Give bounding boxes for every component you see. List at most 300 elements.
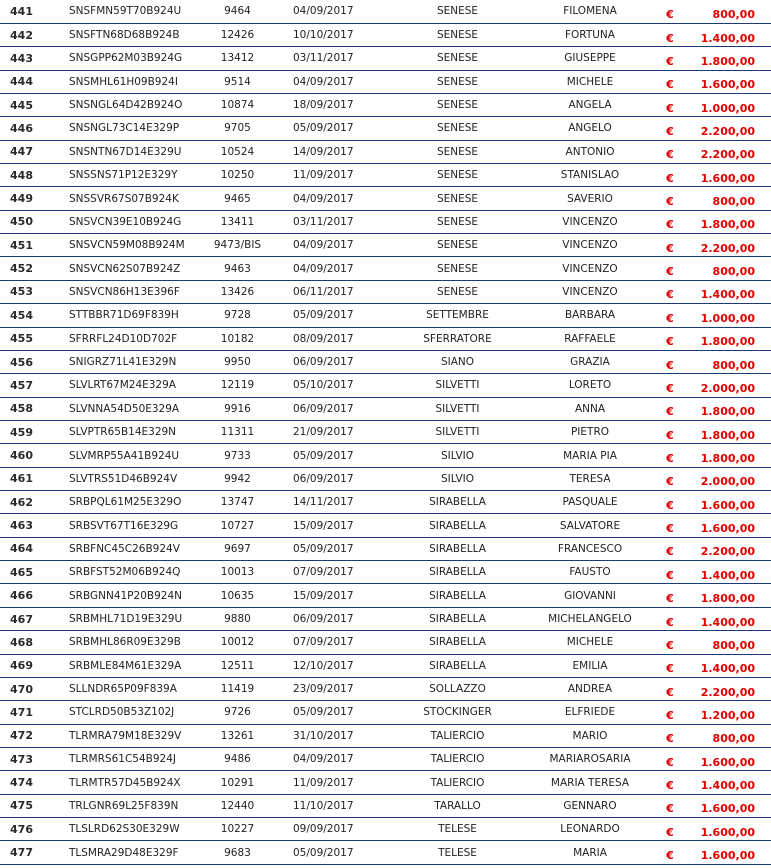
fiscal-code-cell: STCLRD50B53Z102J <box>65 701 200 724</box>
fiscal-code-cell: SFRRFL24D10D702F <box>65 327 200 350</box>
fiscal-code-cell: SRBFNC45C26B924V <box>65 537 200 560</box>
first-name-cell: FRANCESCO <box>530 537 650 560</box>
amount-cell: 1.600,00 <box>690 491 771 514</box>
row-number-cell: 455 <box>0 327 65 350</box>
protocol-number-cell: 13412 <box>200 47 275 70</box>
date-cell: 04/09/2017 <box>275 70 385 93</box>
amount-cell: 1.600,00 <box>690 748 771 771</box>
first-name-cell: MICHELE <box>530 70 650 93</box>
table-row <box>0 841 771 864</box>
row-number-cell: 461 <box>0 467 65 490</box>
table-row <box>0 187 771 210</box>
currency-cell: € <box>650 841 690 864</box>
protocol-number-cell: 10291 <box>200 771 275 794</box>
first-name-cell: MARIA PIA <box>530 444 650 467</box>
currency-cell: € <box>650 327 690 350</box>
currency-cell: € <box>650 748 690 771</box>
amount-cell: 2.000,00 <box>690 467 771 490</box>
protocol-number-cell: 13261 <box>200 724 275 747</box>
fiscal-code-cell: TLRMTR57D45B924X <box>65 771 200 794</box>
table-row <box>0 23 771 46</box>
date-cell: 05/09/2017 <box>275 444 385 467</box>
fiscal-code-cell: SNSVCN39E10B924G <box>65 210 200 233</box>
protocol-number-cell: 13426 <box>200 280 275 303</box>
first-name-cell: FAUSTO <box>530 561 650 584</box>
row-number-cell: 459 <box>0 420 65 443</box>
amount-cell: 1.600,00 <box>690 841 771 864</box>
first-name-cell: VINCENZO <box>530 280 650 303</box>
table-row <box>0 444 771 467</box>
table-row <box>0 70 771 93</box>
fiscal-code-cell: SNSVCN86H13E396F <box>65 280 200 303</box>
row-number-cell: 454 <box>0 304 65 327</box>
last-name-cell: SILVETTI <box>385 397 530 420</box>
table-row <box>0 467 771 490</box>
protocol-number-cell: 9728 <box>200 304 275 327</box>
date-cell: 23/09/2017 <box>275 677 385 700</box>
date-cell: 06/09/2017 <box>275 397 385 420</box>
amount-cell: 800,00 <box>690 631 771 654</box>
row-number-cell: 472 <box>0 724 65 747</box>
protocol-number-cell: 9916 <box>200 397 275 420</box>
amount-cell: 800,00 <box>690 724 771 747</box>
fiscal-code-cell: SNSFMN59T70B924U <box>65 0 200 23</box>
amount-cell: 1.600,00 <box>690 794 771 817</box>
fiscal-code-cell: SNSFTN68D68B924B <box>65 23 200 46</box>
last-name-cell: SENESE <box>385 164 530 187</box>
last-name-cell: SENESE <box>385 23 530 46</box>
first-name-cell: PIETRO <box>530 420 650 443</box>
date-cell: 09/09/2017 <box>275 818 385 841</box>
amount-cell: 1.400,00 <box>690 561 771 584</box>
table-row <box>0 701 771 724</box>
fiscal-code-cell: TLSLRD62S30E329W <box>65 818 200 841</box>
date-cell: 11/09/2017 <box>275 771 385 794</box>
date-cell: 07/09/2017 <box>275 561 385 584</box>
protocol-number-cell: 9473/BIS <box>200 234 275 257</box>
protocol-number-cell: 13411 <box>200 210 275 233</box>
fiscal-code-cell: SLVPTR65B14E329N <box>65 420 200 443</box>
first-name-cell: ANTONIO <box>530 140 650 163</box>
date-cell: 10/10/2017 <box>275 23 385 46</box>
protocol-number-cell: 9464 <box>200 0 275 23</box>
fiscal-code-cell: SNSGPP62M03B924G <box>65 47 200 70</box>
currency-cell: € <box>650 234 690 257</box>
amount-cell: 1.800,00 <box>690 210 771 233</box>
last-name-cell: SIRABELLA <box>385 631 530 654</box>
row-number-cell: 448 <box>0 164 65 187</box>
currency-cell: € <box>650 117 690 140</box>
last-name-cell: SFERRATORE <box>385 327 530 350</box>
last-name-cell: SENESE <box>385 140 530 163</box>
first-name-cell: MICHELANGELO <box>530 607 650 630</box>
currency-cell: € <box>650 701 690 724</box>
date-cell: 15/09/2017 <box>275 584 385 607</box>
first-name-cell: MARIAROSARIA <box>530 748 650 771</box>
table-row <box>0 771 771 794</box>
date-cell: 05/09/2017 <box>275 701 385 724</box>
table-row <box>0 631 771 654</box>
first-name-cell: VINCENZO <box>530 257 650 280</box>
first-name-cell: LEONARDO <box>530 818 650 841</box>
first-name-cell: RAFFAELE <box>530 327 650 350</box>
table-row <box>0 304 771 327</box>
row-number-cell: 460 <box>0 444 65 467</box>
protocol-number-cell: 9942 <box>200 467 275 490</box>
first-name-cell: VINCENZO <box>530 234 650 257</box>
currency-cell: € <box>650 374 690 397</box>
last-name-cell: SIANO <box>385 350 530 373</box>
last-name-cell: SETTEMBRE <box>385 304 530 327</box>
row-number-cell: 470 <box>0 677 65 700</box>
first-name-cell: VINCENZO <box>530 210 650 233</box>
last-name-cell: SENESE <box>385 0 530 23</box>
amount-cell: 1.800,00 <box>690 420 771 443</box>
date-cell: 05/09/2017 <box>275 304 385 327</box>
first-name-cell: ANGELA <box>530 93 650 116</box>
last-name-cell: SIRABELLA <box>385 491 530 514</box>
date-cell: 07/09/2017 <box>275 631 385 654</box>
currency-cell: € <box>650 654 690 677</box>
first-name-cell: GIOVANNI <box>530 584 650 607</box>
protocol-number-cell: 9465 <box>200 187 275 210</box>
last-name-cell: SIRABELLA <box>385 514 530 537</box>
fiscal-code-cell: SNSSVR67S07B924K <box>65 187 200 210</box>
currency-cell: € <box>650 771 690 794</box>
protocol-number-cell: 10012 <box>200 631 275 654</box>
table-row <box>0 584 771 607</box>
currency-cell: € <box>650 210 690 233</box>
protocol-number-cell: 9683 <box>200 841 275 864</box>
currency-cell: € <box>650 280 690 303</box>
amount-cell: 1.800,00 <box>690 444 771 467</box>
currency-cell: € <box>650 514 690 537</box>
date-cell: 12/10/2017 <box>275 654 385 677</box>
currency-cell: € <box>650 724 690 747</box>
currency-cell: € <box>650 164 690 187</box>
row-number-cell: 446 <box>0 117 65 140</box>
last-name-cell: SILVIO <box>385 444 530 467</box>
last-name-cell: STOCKINGER <box>385 701 530 724</box>
table-row <box>0 0 771 23</box>
fiscal-code-cell: SRBSVT67T16E329G <box>65 514 200 537</box>
row-number-cell: 466 <box>0 584 65 607</box>
date-cell: 14/09/2017 <box>275 140 385 163</box>
protocol-number-cell: 9463 <box>200 257 275 280</box>
last-name-cell: SENESE <box>385 210 530 233</box>
protocol-number-cell: 10227 <box>200 818 275 841</box>
date-cell: 05/09/2017 <box>275 537 385 560</box>
table-row <box>0 607 771 630</box>
date-cell: 03/11/2017 <box>275 210 385 233</box>
row-number-cell: 458 <box>0 397 65 420</box>
table-row <box>0 561 771 584</box>
currency-cell: € <box>650 491 690 514</box>
protocol-number-cell: 12511 <box>200 654 275 677</box>
last-name-cell: TALIERCIO <box>385 771 530 794</box>
last-name-cell: TARALLO <box>385 794 530 817</box>
date-cell: 05/09/2017 <box>275 841 385 864</box>
row-number-cell: 453 <box>0 280 65 303</box>
table-row <box>0 537 771 560</box>
first-name-cell: GIUSEPPE <box>530 47 650 70</box>
row-number-cell: 469 <box>0 654 65 677</box>
row-number-cell: 457 <box>0 374 65 397</box>
protocol-number-cell: 10182 <box>200 327 275 350</box>
currency-cell: € <box>650 397 690 420</box>
currency-cell: € <box>650 561 690 584</box>
date-cell: 04/09/2017 <box>275 234 385 257</box>
last-name-cell: SENESE <box>385 257 530 280</box>
last-name-cell: SENESE <box>385 47 530 70</box>
amount-cell: 2.200,00 <box>690 537 771 560</box>
first-name-cell: STANISLAO <box>530 164 650 187</box>
date-cell: 04/09/2017 <box>275 748 385 771</box>
date-cell: 11/10/2017 <box>275 794 385 817</box>
last-name-cell: SILVETTI <box>385 420 530 443</box>
fiscal-code-cell: SRBMHL86R09E329B <box>65 631 200 654</box>
protocol-number-cell: 12119 <box>200 374 275 397</box>
table-row <box>0 654 771 677</box>
date-cell: 15/09/2017 <box>275 514 385 537</box>
table-row <box>0 327 771 350</box>
currency-cell: € <box>650 420 690 443</box>
date-cell: 06/09/2017 <box>275 607 385 630</box>
row-number-cell: 444 <box>0 70 65 93</box>
last-name-cell: TALIERCIO <box>385 724 530 747</box>
protocol-number-cell: 11419 <box>200 677 275 700</box>
row-number-cell: 442 <box>0 23 65 46</box>
amount-cell: 1.800,00 <box>690 327 771 350</box>
currency-cell: € <box>650 140 690 163</box>
table-row <box>0 397 771 420</box>
table-row <box>0 514 771 537</box>
currency-cell: € <box>650 444 690 467</box>
first-name-cell: ANGELO <box>530 117 650 140</box>
first-name-cell: MICHELE <box>530 631 650 654</box>
first-name-cell: SAVERIO <box>530 187 650 210</box>
last-name-cell: SIRABELLA <box>385 584 530 607</box>
fiscal-code-cell: SNSMHL61H09B924I <box>65 70 200 93</box>
protocol-number-cell: 10013 <box>200 561 275 584</box>
row-number-cell: 449 <box>0 187 65 210</box>
date-cell: 04/09/2017 <box>275 187 385 210</box>
currency-cell: € <box>650 47 690 70</box>
protocol-number-cell: 9486 <box>200 748 275 771</box>
currency-cell: € <box>650 93 690 116</box>
first-name-cell: LORETO <box>530 374 650 397</box>
row-number-cell: 445 <box>0 93 65 116</box>
row-number-cell: 464 <box>0 537 65 560</box>
amount-cell: 1.600,00 <box>690 818 771 841</box>
first-name-cell: ELFRIEDE <box>530 701 650 724</box>
fiscal-code-cell: SNSNTN67D14E329U <box>65 140 200 163</box>
protocol-number-cell: 10635 <box>200 584 275 607</box>
date-cell: 06/11/2017 <box>275 280 385 303</box>
date-cell: 04/09/2017 <box>275 257 385 280</box>
last-name-cell: TELESE <box>385 818 530 841</box>
protocol-number-cell: 10524 <box>200 140 275 163</box>
currency-cell: € <box>650 350 690 373</box>
row-number-cell: 450 <box>0 210 65 233</box>
protocol-number-cell: 9514 <box>200 70 275 93</box>
fiscal-code-cell: TRLGNR69L25F839N <box>65 794 200 817</box>
table-row <box>0 234 771 257</box>
table-row <box>0 794 771 817</box>
table-row <box>0 164 771 187</box>
row-number-cell: 443 <box>0 47 65 70</box>
amount-cell: 1.000,00 <box>690 304 771 327</box>
first-name-cell: BARBARA <box>530 304 650 327</box>
fiscal-code-cell: SNIGRZ71L41E329N <box>65 350 200 373</box>
date-cell: 18/09/2017 <box>275 93 385 116</box>
last-name-cell: SIRABELLA <box>385 607 530 630</box>
table-row <box>0 93 771 116</box>
row-number-cell: 462 <box>0 491 65 514</box>
row-number-cell: 447 <box>0 140 65 163</box>
amount-cell: 800,00 <box>690 257 771 280</box>
last-name-cell: TALIERCIO <box>385 748 530 771</box>
protocol-number-cell: 11311 <box>200 420 275 443</box>
table-row <box>0 491 771 514</box>
amount-cell: 1.200,00 <box>690 701 771 724</box>
date-cell: 04/09/2017 <box>275 0 385 23</box>
date-cell: 11/09/2017 <box>275 164 385 187</box>
last-name-cell: SENESE <box>385 117 530 140</box>
amount-cell: 800,00 <box>690 350 771 373</box>
last-name-cell: SENESE <box>385 234 530 257</box>
currency-cell: € <box>650 607 690 630</box>
date-cell: 21/09/2017 <box>275 420 385 443</box>
protocol-number-cell: 9950 <box>200 350 275 373</box>
currency-cell: € <box>650 257 690 280</box>
first-name-cell: FILOMENA <box>530 0 650 23</box>
protocol-number-cell: 13747 <box>200 491 275 514</box>
currency-cell: € <box>650 23 690 46</box>
currency-cell: € <box>650 467 690 490</box>
amount-cell: 1.400,00 <box>690 280 771 303</box>
table-row <box>0 257 771 280</box>
last-name-cell: SIRABELLA <box>385 561 530 584</box>
table-row <box>0 724 771 747</box>
amount-cell: 1.600,00 <box>690 514 771 537</box>
amount-cell: 2.200,00 <box>690 140 771 163</box>
table-row <box>0 374 771 397</box>
row-number-cell: 441 <box>0 0 65 23</box>
first-name-cell: MARIA <box>530 841 650 864</box>
last-name-cell: SOLLAZZO <box>385 677 530 700</box>
table-row <box>0 210 771 233</box>
table-row <box>0 280 771 303</box>
row-number-cell: 474 <box>0 771 65 794</box>
last-name-cell: SILVETTI <box>385 374 530 397</box>
table-row <box>0 420 771 443</box>
first-name-cell: ANNA <box>530 397 650 420</box>
last-name-cell: TELESE <box>385 841 530 864</box>
row-number-cell: 468 <box>0 631 65 654</box>
protocol-number-cell: 10727 <box>200 514 275 537</box>
last-name-cell: SENESE <box>385 70 530 93</box>
row-number-cell: 475 <box>0 794 65 817</box>
fiscal-code-cell: SRBGNN41P20B924N <box>65 584 200 607</box>
table-row <box>0 818 771 841</box>
currency-cell: € <box>650 818 690 841</box>
row-number-cell: 467 <box>0 607 65 630</box>
row-number-cell: 477 <box>0 841 65 864</box>
date-cell: 05/10/2017 <box>275 374 385 397</box>
fiscal-code-cell: SNSNGL73C14E329P <box>65 117 200 140</box>
row-number-cell: 456 <box>0 350 65 373</box>
table-row <box>0 350 771 373</box>
amount-cell: 1.400,00 <box>690 23 771 46</box>
first-name-cell: PASQUALE <box>530 491 650 514</box>
first-name-cell: SALVATORE <box>530 514 650 537</box>
amount-cell: 1.800,00 <box>690 584 771 607</box>
amount-cell: 2.200,00 <box>690 117 771 140</box>
row-number-cell: 473 <box>0 748 65 771</box>
fiscal-code-cell: STTBBR71D69F839H <box>65 304 200 327</box>
table-row <box>0 748 771 771</box>
currency-cell: € <box>650 70 690 93</box>
amount-cell: 2.000,00 <box>690 374 771 397</box>
amount-cell: 1.800,00 <box>690 397 771 420</box>
currency-cell: € <box>650 794 690 817</box>
amount-cell: 1.800,00 <box>690 47 771 70</box>
date-cell: 08/09/2017 <box>275 327 385 350</box>
table-row <box>0 47 771 70</box>
protocol-number-cell: 9697 <box>200 537 275 560</box>
fiscal-code-cell: SRBMHL71D19E329U <box>65 607 200 630</box>
table-row <box>0 117 771 140</box>
table-row <box>0 677 771 700</box>
protocol-number-cell: 9733 <box>200 444 275 467</box>
amount-cell: 1.400,00 <box>690 654 771 677</box>
amount-cell: 2.200,00 <box>690 234 771 257</box>
protocol-number-cell: 9726 <box>200 701 275 724</box>
currency-cell: € <box>650 537 690 560</box>
amount-cell: 800,00 <box>690 187 771 210</box>
fiscal-code-cell: SLVMRP55A41B924U <box>65 444 200 467</box>
first-name-cell: ANDREA <box>530 677 650 700</box>
first-name-cell: MARIO <box>530 724 650 747</box>
amount-cell: 1.400,00 <box>690 771 771 794</box>
amount-cell: 800,00 <box>690 0 771 23</box>
last-name-cell: SENESE <box>385 280 530 303</box>
fiscal-code-cell: SNSVCN62S07B924Z <box>65 257 200 280</box>
row-number-cell: 471 <box>0 701 65 724</box>
last-name-cell: SILVIO <box>385 467 530 490</box>
date-cell: 14/11/2017 <box>275 491 385 514</box>
fiscal-code-cell: SRBMLE84M61E329A <box>65 654 200 677</box>
amount-cell: 1.400,00 <box>690 607 771 630</box>
first-name-cell: MARIA TERESA <box>530 771 650 794</box>
currency-cell: € <box>650 677 690 700</box>
fiscal-code-cell: SLLNDR65P09F839A <box>65 677 200 700</box>
fiscal-code-cell: SNSVCN59M08B924M <box>65 234 200 257</box>
amount-cell: 1.000,00 <box>690 93 771 116</box>
row-number-cell: 452 <box>0 257 65 280</box>
currency-cell: € <box>650 304 690 327</box>
first-name-cell: GRAZIA <box>530 350 650 373</box>
protocol-number-cell: 9705 <box>200 117 275 140</box>
currency-cell: € <box>650 584 690 607</box>
fiscal-code-cell: TLRMRA79M18E329V <box>65 724 200 747</box>
last-name-cell: SIRABELLA <box>385 654 530 677</box>
first-name-cell: EMILIA <box>530 654 650 677</box>
currency-cell: € <box>650 631 690 654</box>
first-name-cell: FORTUNA <box>530 23 650 46</box>
currency-cell: € <box>650 0 690 23</box>
